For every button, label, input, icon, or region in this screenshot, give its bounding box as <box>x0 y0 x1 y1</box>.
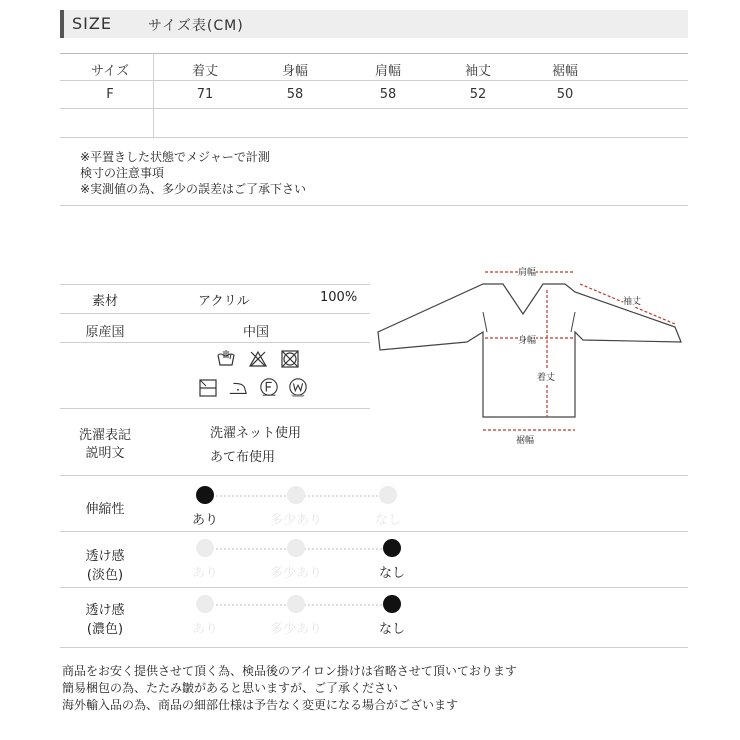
origin-label: 原産国 <box>85 325 125 340</box>
size-cell-length: 71 <box>196 87 214 102</box>
size-header-length: 着丈 <box>191 64 218 79</box>
section-subtitle: サイズ表(CM) <box>148 18 244 34</box>
section-title: SIZE <box>72 14 112 33</box>
no-tumble-dry-icon <box>280 349 300 369</box>
note-line: ※平置きした状態でメジャーで計測 <box>80 150 270 164</box>
scale-option-label: あり <box>191 566 218 581</box>
divider <box>60 342 370 343</box>
scale-option-label: なし <box>378 566 405 581</box>
scale-dot-selected <box>383 539 401 557</box>
scale-option-label: 多少あり <box>269 566 322 581</box>
scale-dot-selected <box>196 486 214 504</box>
size-cell-hem: 50 <box>556 87 574 102</box>
hand-wash-icon <box>216 348 236 368</box>
wash-label: 説明文 <box>85 446 125 461</box>
scale-option-label: 多少あり <box>269 513 322 528</box>
scale-dot <box>287 539 305 557</box>
divider <box>60 137 688 138</box>
size-header-hem: 裾幅 <box>551 64 578 79</box>
footer-note: 海外輸入品の為、商品の細部仕様は予告なく変更になる場合がございます <box>62 698 459 712</box>
divider <box>60 587 688 588</box>
no-bleach-icon <box>248 349 268 369</box>
scale-label-sheer-dark: 透け感 <box>85 603 125 618</box>
size-cell-sleeve: 52 <box>469 87 487 102</box>
divider <box>60 475 688 476</box>
divider <box>60 313 370 314</box>
shoulder-label: 肩幅 <box>518 265 536 278</box>
material-value: アクリル <box>198 294 250 309</box>
hem-label: 裾幅 <box>516 433 534 446</box>
scale-label-sheer-light-sub: (淡色) <box>86 568 124 583</box>
scale-option-label: なし <box>374 513 401 528</box>
size-cell-chest: 58 <box>286 87 304 102</box>
footer-note: 商品をお安く提供させて頂く為、検品後のアイロン掛けは省略させて頂いております <box>62 664 517 678</box>
scale-option-label: 多少あり <box>269 622 322 637</box>
iron-low-icon <box>228 378 248 398</box>
divider <box>60 53 688 54</box>
scale-label-sheer-dark-sub: (濃色) <box>86 622 124 637</box>
divider <box>60 647 688 648</box>
divider <box>153 53 154 137</box>
scale-option-label: なし <box>378 622 405 637</box>
header-accent-bar <box>60 10 64 38</box>
divider <box>60 80 688 81</box>
chest-label: 身幅 <box>518 333 536 346</box>
scale-dot <box>287 486 305 504</box>
wash-instruction: あて布使用 <box>210 450 276 465</box>
scale-option-label: あり <box>191 622 218 637</box>
scale-dot <box>196 595 214 613</box>
size-cell-size: F <box>106 87 114 102</box>
divider <box>60 284 370 285</box>
divider <box>60 531 688 532</box>
divider <box>60 205 688 206</box>
size-header-shoulder: 肩幅 <box>374 64 401 79</box>
material-label: 素材 <box>91 294 118 309</box>
origin-value: 中国 <box>243 325 270 340</box>
dry-clean-f-icon <box>259 377 279 397</box>
sleeve-label: 袖丈 <box>623 294 641 307</box>
scale-dot <box>196 539 214 557</box>
size-header-sleeve: 袖丈 <box>464 64 491 79</box>
footer-note: 簡易梱包の為、たたみ皺があると思いますが、ご了承ください <box>62 681 399 695</box>
size-header-chest: 身幅 <box>281 64 308 79</box>
scale-label-stretch: 伸縮性 <box>85 502 125 517</box>
garment-diagram <box>375 262 685 452</box>
divider <box>60 108 688 109</box>
note-line: 検寸の注意事項 <box>80 166 165 180</box>
scale-option-label: あり <box>191 513 218 528</box>
wash-label: 洗濯表記 <box>78 428 131 443</box>
length-label: 着丈 <box>537 370 555 383</box>
wash-instruction: 洗濯ネット使用 <box>210 426 302 441</box>
material-percent: 100% <box>320 290 358 305</box>
size-cell-shoulder: 58 <box>379 87 397 102</box>
scale-dot <box>287 595 305 613</box>
divider <box>60 408 370 409</box>
note-line: ※実測値の為、多少の誤差はご了承下さい <box>80 182 307 196</box>
scale-dot-selected <box>383 595 401 613</box>
wet-clean-w-icon <box>288 377 308 397</box>
line-dry-shade-icon <box>198 378 218 398</box>
size-header-size: サイズ <box>91 64 129 79</box>
scale-label-sheer-light: 透け感 <box>85 549 125 564</box>
scale-dot <box>379 486 397 504</box>
